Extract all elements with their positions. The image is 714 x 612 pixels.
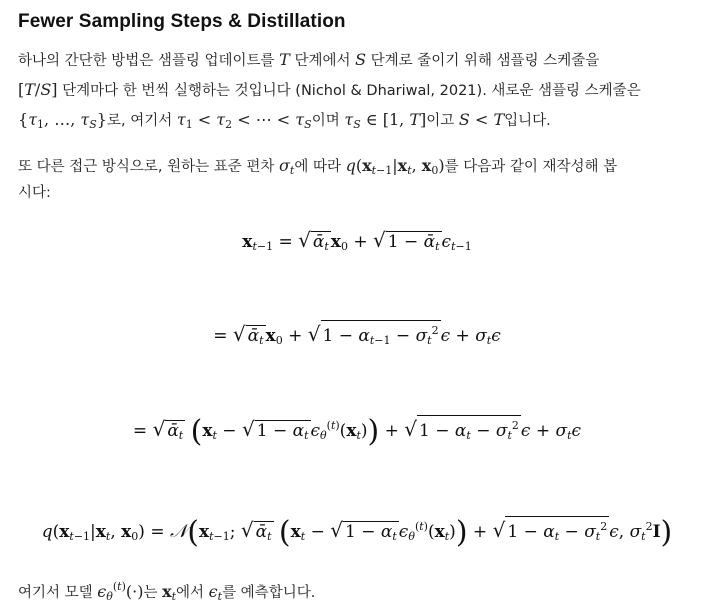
ratio-math: [T/S] (18, 80, 58, 99)
step-inequality-math: S < T (458, 110, 505, 129)
equation-1: $x_{t-1}$ = √ ᾱ$_t$ $x_0$ + √ 1 − ᾱ$_t$ $\epsilon_{t-1}$ (0, 228, 714, 256)
schedule-order-math: $\tau_1 < \tau_2$ < ⋯ < $\tau_S$ (176, 110, 312, 131)
equation-3: = √ ᾱ$_t$ ($x_t$ − √ $1 - \alpha_t$ $\epsilon_\theta^{(t)}(x_t)$) + √ $1 - \alpha_t - \sigma_t^2$ $\epsilon + \sigma_t\epsilon$ (132, 414, 582, 449)
equation-4: $q(x_{t-1}|x_t$, $x_0$) = $𝒩(x_{t-1}$; √ ᾱ$_t$ ($x_t$ − √ $1 - \alpha_t$ $\epsilon_\theta^{(t)}(x_t)$) + √ $1 - \alpha_t - \sigma_t^2$ ϵ, $\sigma_t^2I$) (41, 515, 673, 550)
paragraph-2-line-1: 또 다른 접근 방식으로, 원하는 표준 편차 $\sigma_t$에 따라 $q(x_{t-1}|x_t$, $x_0$)를 다음과 같이 재작성해 봅 (18, 156, 618, 177)
xt-math: $x_t$ (162, 582, 177, 603)
schedule-range-math: $\tau_S$ ∈ [1, T] (344, 110, 427, 131)
model-epsilon-math: $\epsilon_\theta^{(t)}(\cdot)$ (97, 580, 144, 603)
section-heading: Fewer Sampling Steps & Distillation (18, 11, 346, 32)
paragraph-1-line-2: [T/S] 단계마다 한 번씩 실행하는 것입니다 (Nichol & Dhariwal, 2021). 새로운 샘플링 스케줄은 (18, 80, 641, 99)
paragraph-1-line-3: {$\tau_1$, …, $\tau_S$}로, 여기서 $\tau_1 < \tau_2$ < ⋯ < $\tau_S$이며 $\tau_S$ ∈ [1, T]이고 S < T입니다. (18, 110, 551, 131)
epsilon-t-math: $\epsilon_t$ (208, 582, 223, 603)
sigma-math: $\sigma_t$ (278, 156, 295, 177)
paragraph-2-line-2: 시다: (18, 185, 51, 201)
schedule-set-math: {$\tau_1$, …, $\tau_S$} (18, 110, 107, 131)
equation-2: = √ ᾱ$_t$ $x_0$ + √ $1 - \alpha_{t-1} - \sigma_t^2$ $\epsilon + \sigma_t\epsilon$ (0, 320, 714, 350)
paragraph-1-line-1: 하나의 간단한 방법은 샘플링 업데이트를 T 단계에서 S 단계로 줄이기 위해 샘플링 스케줄을 (18, 50, 600, 69)
posterior-math: $q(x_{t-1}|x_t$, $x_0$) (345, 156, 445, 177)
paragraph-3: 여기서 모델 $\epsilon_\theta^{(t)}(\cdot)$는 $x_t$에서 $\epsilon_t$를 예측합니다. (18, 580, 316, 603)
